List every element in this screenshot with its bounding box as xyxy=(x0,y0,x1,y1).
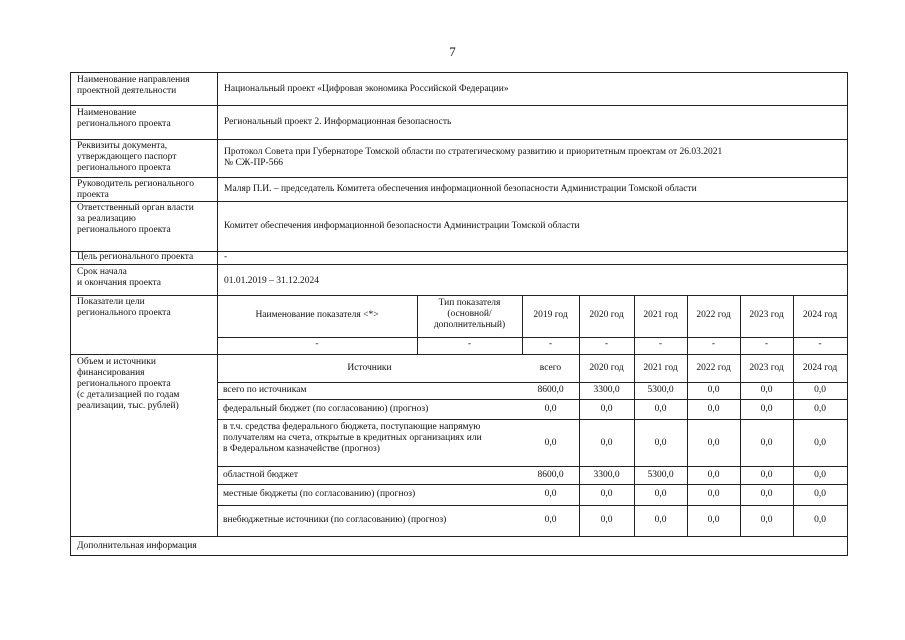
indicator-cell: - xyxy=(604,339,609,349)
funding-total-header: всего xyxy=(539,363,562,373)
indicator-year-header: 2023 год xyxy=(749,310,784,320)
funding-value: 0,0 xyxy=(544,515,557,525)
funding-value: 0,0 xyxy=(654,489,667,499)
goal-label: Цель регионального проекта xyxy=(77,252,194,262)
indicator-cell: - xyxy=(658,339,663,349)
indicator-year-header: 2021 год xyxy=(643,310,678,320)
funding-value: 0,0 xyxy=(814,385,826,395)
funding-source-label: местные бюджеты (по согласованию) (прогноз) xyxy=(223,489,416,499)
funding-value: 8600,0 xyxy=(537,470,564,480)
funding-value: 0,0 xyxy=(814,438,826,448)
doc-requisites-value: Протокол Совета при Губернаторе Томской области по стратегическому развитию и приоритетным проектам от 26.03.2021 № СЖ-ПР-566 xyxy=(224,147,723,168)
doc-requisites-label: Реквизиты документа, утверждающего паспорт регионального проекта xyxy=(77,141,177,173)
row-divider xyxy=(71,201,847,202)
funding-year-header: 2020 год xyxy=(589,363,624,373)
head-label: Руководитель регионального проекта xyxy=(77,179,194,200)
funding-value: 0,0 xyxy=(707,489,720,499)
funding-value: 3300,0 xyxy=(593,385,620,395)
funding-source-label: в т.ч. средства федерального бюджета, поступающие напрямую получателям на счета, открытые в кредитных организациях или в Федеральном казначействе (прогноз) xyxy=(223,422,482,454)
funding-value: 3300,0 xyxy=(593,470,620,480)
funding-value: 0,0 xyxy=(654,404,667,414)
period-label: Срок начала и окончания проекта xyxy=(77,267,161,288)
funding-value: 0,0 xyxy=(544,404,557,414)
funding-row-divider xyxy=(217,399,847,400)
funding-source-label: федеральный бюджет (по согласованию) (прогноз) xyxy=(223,404,429,414)
direction-value: Национальный проект «Цифровая экономика Российской Федерации» xyxy=(224,84,509,94)
funding-row-divider xyxy=(217,419,847,420)
project-name-value: Региональный проект 2. Информационная безопасность xyxy=(224,117,452,127)
extra-info-label: Дополнительная информация xyxy=(77,541,197,551)
funding-value: 0,0 xyxy=(544,489,557,499)
funding-year-header: 2022 год xyxy=(696,363,731,373)
funding-value: 0,0 xyxy=(544,438,557,448)
funding-value: 0,0 xyxy=(814,404,826,414)
indicator-cell: - xyxy=(467,339,472,349)
funding-source-label: внебюджетные источники (по согласованию) (прогноз) xyxy=(223,515,447,525)
direction-label: Наименование направления проектной деятельности xyxy=(77,75,190,96)
funding-value: 8600,0 xyxy=(537,385,564,395)
indicator-cell: - xyxy=(818,339,822,349)
goal-value: - xyxy=(224,252,228,262)
funding-value: 0,0 xyxy=(814,470,826,480)
funding-source-label: всего по источникам xyxy=(223,385,307,395)
head-value: Маляр П.И. – председатель Комитета обеспечения информационной безопасности Администрации Томской области xyxy=(224,184,697,194)
indicator-year-header: 2019 год xyxy=(533,310,568,320)
funding-value: 0,0 xyxy=(707,385,720,395)
funding-year-header: 2024 год xyxy=(802,363,838,373)
authority-label: Ответственный орган власти за реализацию регионального проекта xyxy=(77,203,194,235)
indicator-name-header: Наименование показателя <*> xyxy=(255,310,379,320)
indicators-row-divider xyxy=(217,337,847,338)
funding-value: 0,0 xyxy=(600,489,613,499)
funding-value: 0,0 xyxy=(760,404,773,414)
funding-value: 0,0 xyxy=(600,438,613,448)
funding-value: 5300,0 xyxy=(647,385,674,395)
row-divider xyxy=(71,295,847,296)
funding-value: 0,0 xyxy=(760,489,773,499)
funding-value: 0,0 xyxy=(760,438,773,448)
funding-source-label: областной бюджет xyxy=(223,470,299,480)
funding-value: 0,0 xyxy=(654,438,667,448)
indicators-label: Показатели цели регионального проекта xyxy=(77,297,171,318)
authority-value: Комитет обеспечения информационной безопасности Администрации Томской области xyxy=(224,221,580,231)
row-divider xyxy=(71,139,847,140)
funding-value: 0,0 xyxy=(600,515,613,525)
period-value: 01.01.2019 – 31.12.2024 xyxy=(224,276,319,286)
indicator-year-header: 2024 год xyxy=(802,310,838,320)
funding-label: Объем и источники финансирования регионального проекта (с детализацией по годам реализации, тыс. рублей) xyxy=(77,357,180,411)
funding-value: 0,0 xyxy=(707,438,720,448)
indicator-year-header: 2020 год xyxy=(589,310,624,320)
row-divider xyxy=(71,105,847,106)
funding-value: 0,0 xyxy=(814,515,826,525)
funding-row-divider xyxy=(217,505,847,506)
funding-row-divider xyxy=(217,382,847,383)
funding-value: 0,0 xyxy=(707,515,720,525)
row-divider xyxy=(71,536,847,537)
funding-year-header: 2023 год xyxy=(749,363,784,373)
funding-value: 0,0 xyxy=(654,515,667,525)
indicator-type-header: Тип показателя (основной/ дополнительный) xyxy=(433,298,506,330)
funding-value: 0,0 xyxy=(600,404,613,414)
funding-row-divider xyxy=(217,466,847,467)
page-number: 7 xyxy=(449,44,456,59)
funding-value: 0,0 xyxy=(760,470,773,480)
indicator-cell: - xyxy=(711,339,716,349)
funding-year-header: 2021 год xyxy=(643,363,678,373)
funding-value: 0,0 xyxy=(814,489,826,499)
funding-value: 0,0 xyxy=(707,470,720,480)
funding-value: 0,0 xyxy=(760,385,773,395)
row-divider xyxy=(71,177,847,178)
funding-value: 5300,0 xyxy=(647,470,674,480)
funding-value: 0,0 xyxy=(760,515,773,525)
funding-sources-header: Источники xyxy=(347,363,392,373)
project-name-label: Наименование регионального проекта xyxy=(77,108,171,129)
funding-row-divider xyxy=(217,484,847,485)
project-passport-table xyxy=(70,72,848,556)
row-divider xyxy=(71,354,847,355)
indicator-cell: - xyxy=(548,339,553,349)
funding-value: 0,0 xyxy=(707,404,720,414)
row-divider xyxy=(71,264,847,265)
indicator-cell: - xyxy=(315,339,319,349)
indicator-year-header: 2022 год xyxy=(696,310,731,320)
indicator-cell: - xyxy=(764,339,769,349)
